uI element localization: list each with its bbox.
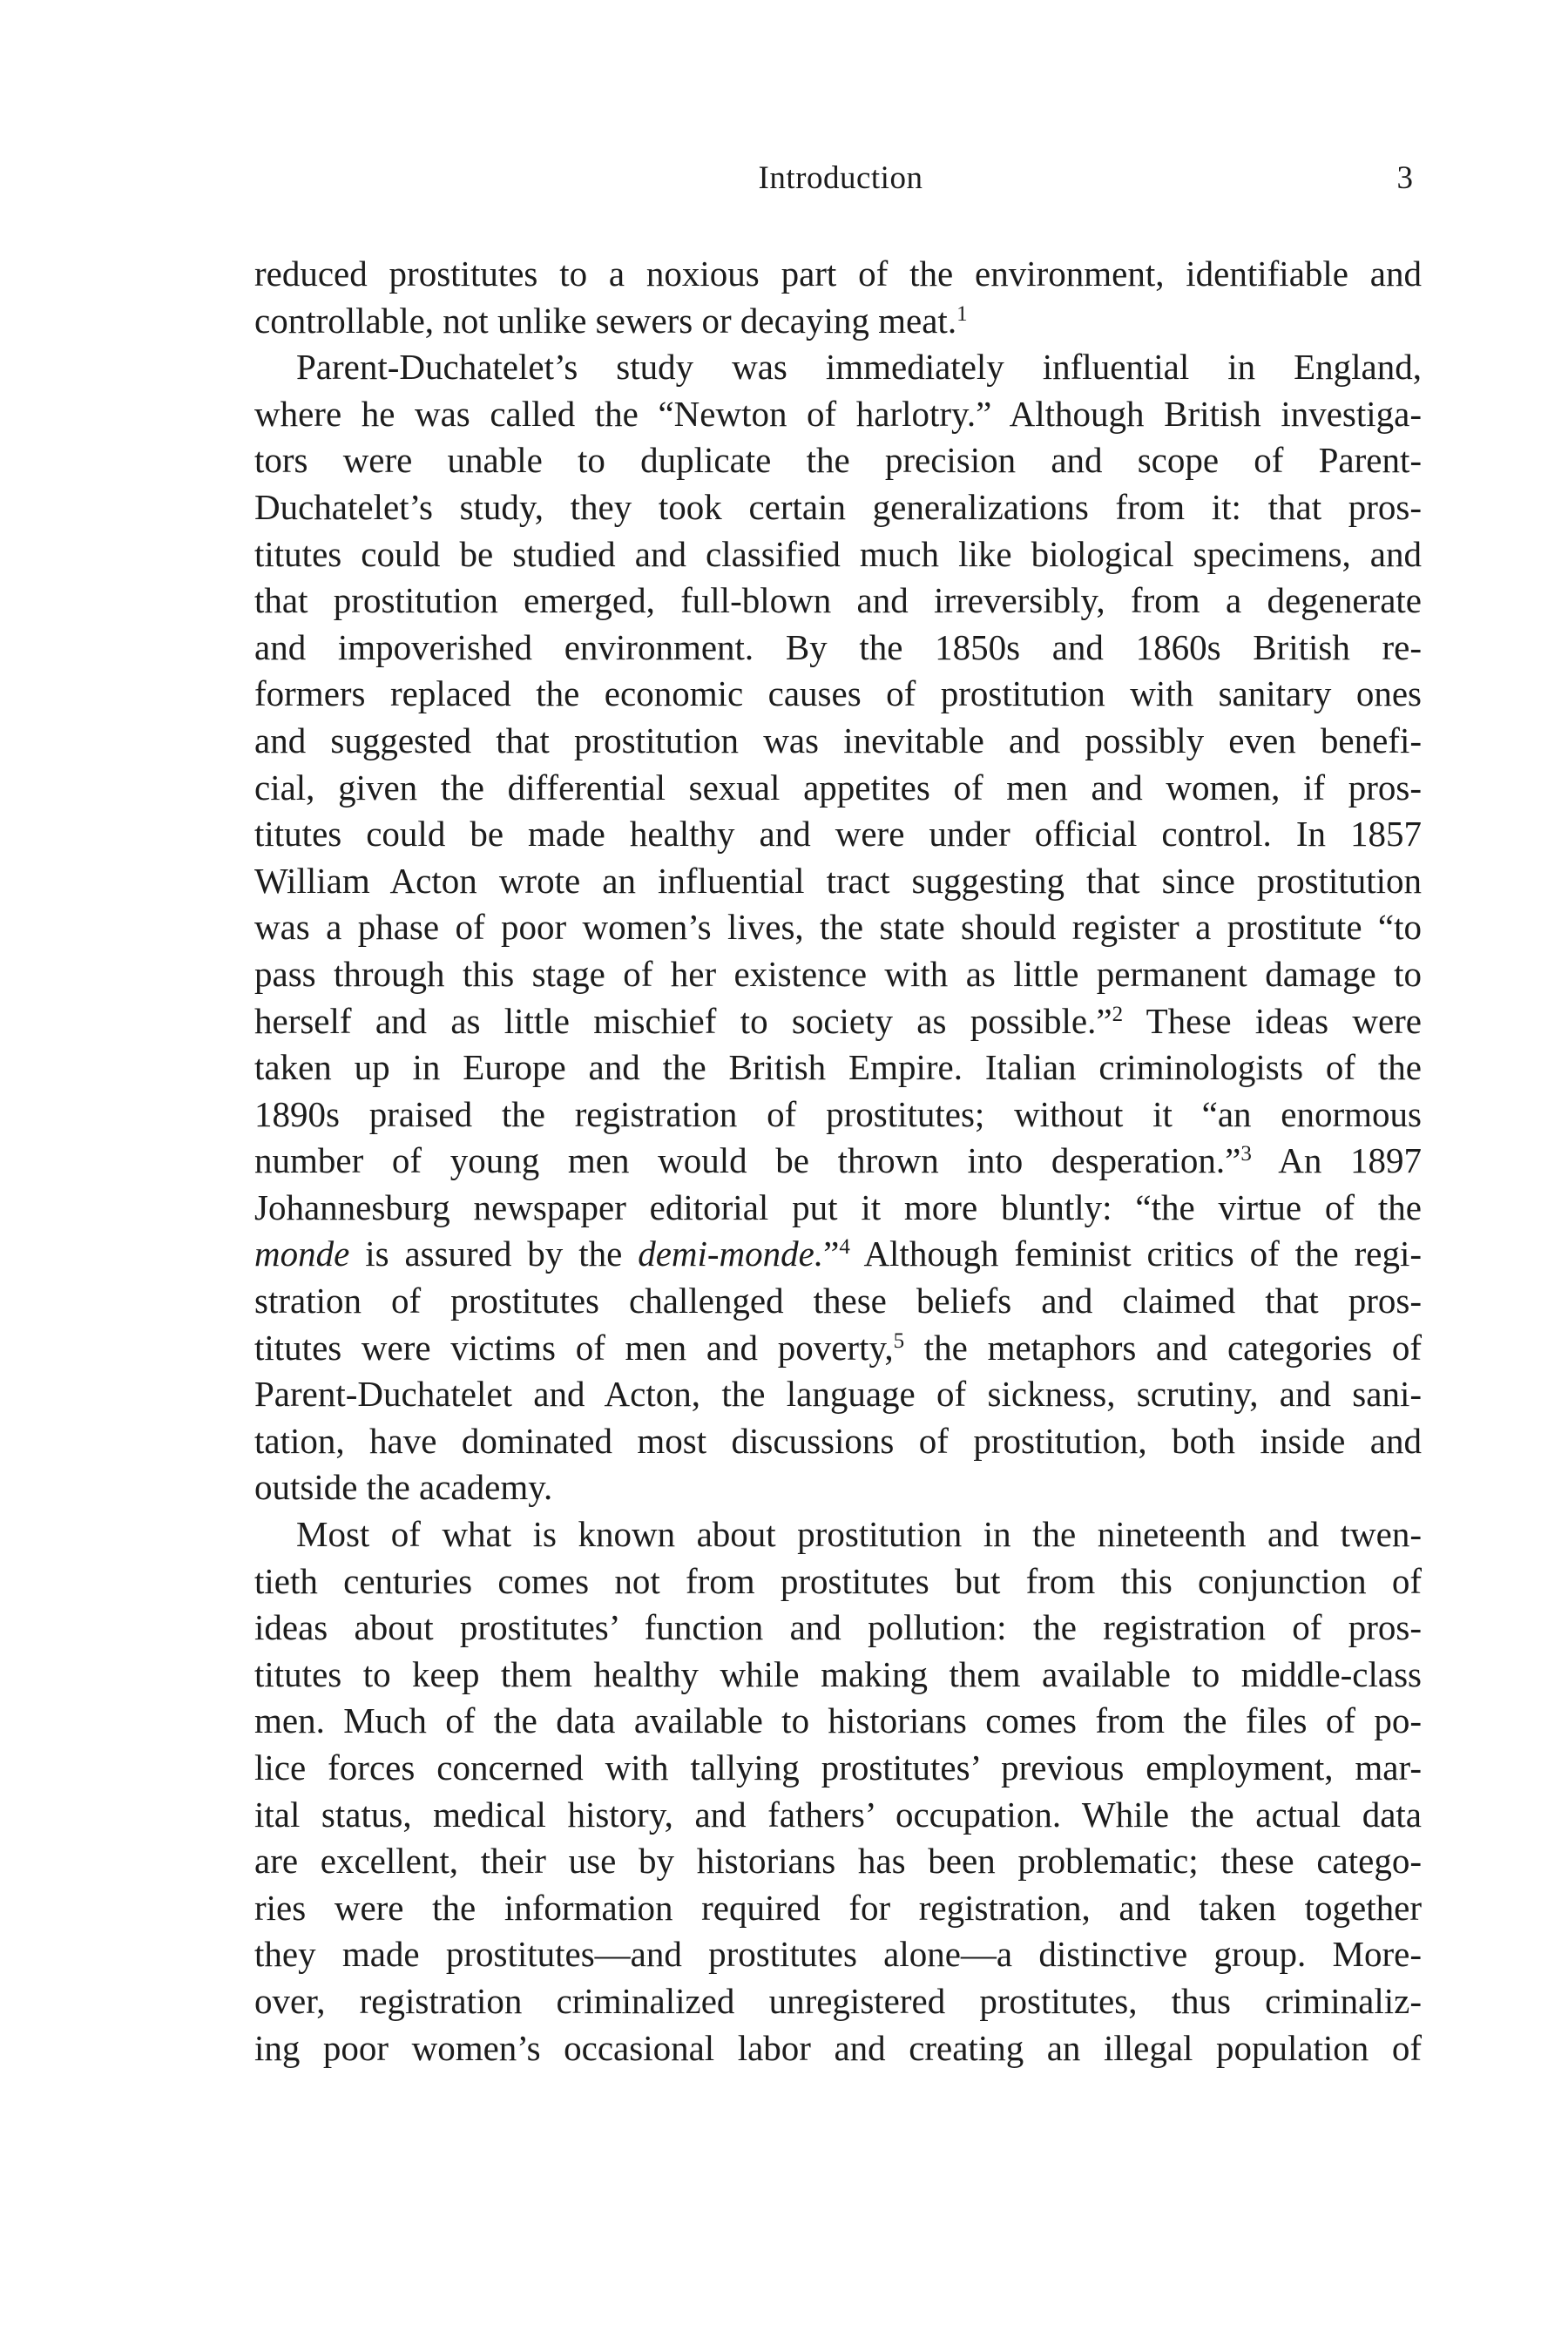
text-line xyxy=(254,1185,1422,1232)
italic-term: demi-monde. xyxy=(638,1233,824,1274)
text-line xyxy=(254,1558,1422,1605)
text-line xyxy=(254,2025,1422,2072)
text-segment: These ideas were xyxy=(1123,1000,1422,1041)
text-segment: number of young men would be thrown into desperation.” xyxy=(254,1140,1241,1181)
text-segment: Johannesburg newspaper editorial put it more bluntly: “the virtue of the xyxy=(254,1186,1422,1227)
body-text xyxy=(254,251,1422,2072)
text-segment: tation, have dominated most discussions of prostitution, both inside and xyxy=(254,1420,1422,1461)
text-line xyxy=(254,578,1422,625)
footnote-marker: 2 xyxy=(1112,1002,1124,1026)
text-segment: titutes could be made healthy and were under official control. In 1857 xyxy=(254,814,1422,855)
text-line xyxy=(254,1138,1422,1185)
text-line xyxy=(254,1931,1422,1978)
text-segment: titutes could be studied and classified much like biological specimens, and xyxy=(254,533,1422,574)
text-segment: William Acton wrote an influential tract suggesting that since prostitution xyxy=(254,860,1422,901)
text-segment: that prostitution emerged, full-blown and irreversibly, from a degenerate xyxy=(254,580,1422,621)
text-segment: outside the academy. xyxy=(254,1467,553,1508)
running-title: Introduction xyxy=(758,160,923,196)
page-number: 3 xyxy=(1396,160,1413,196)
text-segment: taken up in Europe and the British Empire. Italian criminologists of the xyxy=(254,1047,1422,1088)
text-segment: is assured by the xyxy=(349,1233,639,1274)
text-segment: and suggested that prostitution was inevitable and possibly even benefi- xyxy=(254,720,1422,760)
text-line xyxy=(254,625,1422,672)
text-line xyxy=(254,718,1422,765)
text-segment: Parent-Duchatelet’s study was immediately influential in England, xyxy=(296,347,1422,388)
text-line xyxy=(254,1371,1422,1418)
text-line xyxy=(254,437,1422,484)
text-segment: titutes were victims of men and poverty, xyxy=(254,1327,894,1368)
text-segment: titutes to keep them healthy while making them available to middle-class xyxy=(254,1653,1422,1694)
text-segment: herself and as little mischief to society as possible.” xyxy=(254,1000,1112,1041)
text-segment: formers replaced the economic causes of prostitution with sanitary ones xyxy=(254,673,1422,714)
text-segment: men. Much of the data available to historians comes from the files of po- xyxy=(254,1700,1422,1741)
text-segment: are excellent, their use by historians has been problematic; these catego- xyxy=(254,1841,1422,1882)
text-line xyxy=(254,1652,1422,1699)
text-line xyxy=(254,484,1422,531)
text-line xyxy=(254,344,1422,391)
text-line xyxy=(254,251,1422,298)
text-line xyxy=(254,1418,1422,1465)
text-segment: tieth centuries comes not from prostitutes but from this conjunction of xyxy=(254,1560,1422,1601)
text-line xyxy=(254,1605,1422,1652)
text-line xyxy=(254,1511,1422,1558)
text-line xyxy=(254,904,1422,951)
text-segment: where he was called the “Newton of harlotry.” Although British investiga- xyxy=(254,393,1422,434)
footnote-marker: 1 xyxy=(956,301,968,326)
footnote-marker: 5 xyxy=(893,1328,905,1353)
text-line xyxy=(254,951,1422,998)
text-line xyxy=(254,1745,1422,1792)
text-line xyxy=(254,391,1422,438)
running-head xyxy=(253,152,1429,205)
text-line xyxy=(254,1278,1422,1325)
text-line xyxy=(254,1044,1422,1092)
text-segment: and impoverished environment. By the 1850s and 1860s British re- xyxy=(254,626,1422,667)
text-segment: An 1897 xyxy=(1251,1140,1422,1181)
text-segment: pass through this stage of her existence with as little permanent damage to xyxy=(254,953,1422,994)
text-line xyxy=(254,1092,1422,1139)
text-segment: Most of what is known about prostitution in the nineteenth and twen- xyxy=(296,1514,1422,1555)
text-segment: lice forces concerned with tallying prostitutes’ previous employment, mar- xyxy=(254,1747,1422,1788)
text-line xyxy=(254,765,1422,812)
text-line xyxy=(254,1838,1422,1885)
text-line xyxy=(254,1885,1422,1932)
text-segment: Parent-Duchatelet and Acton, the language of sickness, scrutiny, and sani- xyxy=(254,1374,1422,1415)
text-segment: over, registration criminalized unregistered prostitutes, thus criminaliz- xyxy=(254,1980,1422,2021)
text-segment: Although feminist critics of the regi- xyxy=(849,1233,1422,1274)
text-segment: Duchatelet’s study, they took certain generalizations from it: that pros- xyxy=(254,486,1422,527)
text-segment: ” xyxy=(823,1233,840,1274)
text-line xyxy=(254,1978,1422,2025)
text-segment: controllable, not unlike sewers or decaying meat. xyxy=(254,300,957,341)
text-segment: stration of prostitutes challenged these beliefs and claimed that pros- xyxy=(254,1281,1422,1321)
text-segment: ries were the information required for registration, and taken together xyxy=(254,1887,1422,1928)
text-line xyxy=(254,858,1422,905)
text-line xyxy=(254,811,1422,858)
text-line xyxy=(254,998,1422,1045)
text-line xyxy=(254,671,1422,718)
text-line xyxy=(254,1698,1422,1745)
text-line xyxy=(254,1792,1422,1839)
text-segment: tors were unable to duplicate the precision and scope of Parent- xyxy=(254,440,1422,481)
footnote-marker: 3 xyxy=(1240,1142,1252,1166)
italic-term: monde xyxy=(254,1233,350,1274)
text-segment: ing poor women’s occasional labor and creating an illegal population of xyxy=(254,2027,1422,2068)
text-line xyxy=(254,1231,1422,1278)
text-segment: cial, given the differential sexual appetites of men and women, if pros- xyxy=(254,767,1422,808)
footnote-marker: 4 xyxy=(839,1235,850,1260)
text-segment: was a phase of poor women’s lives, the state should register a prostitute “to xyxy=(254,907,1422,948)
text-line xyxy=(254,1464,1422,1511)
text-segment: the metaphors and categories of xyxy=(904,1327,1422,1368)
text-segment: they made prostitutes—and prostitutes alone—a distinctive group. More- xyxy=(254,1934,1422,1975)
text-segment: reduced prostitutes to a noxious part of the environment, identifiable and xyxy=(254,253,1422,294)
text-line xyxy=(254,1325,1422,1372)
text-line xyxy=(254,298,1422,345)
text-line xyxy=(254,531,1422,578)
text-segment: ital status, medical history, and fathers’ occupation. While the actual data xyxy=(254,1794,1422,1835)
text-segment: ideas about prostitutes’ function and pollution: the registration of pros- xyxy=(254,1607,1422,1648)
text-segment: 1890s praised the registration of prostitutes; without it “an enormous xyxy=(254,1093,1422,1134)
